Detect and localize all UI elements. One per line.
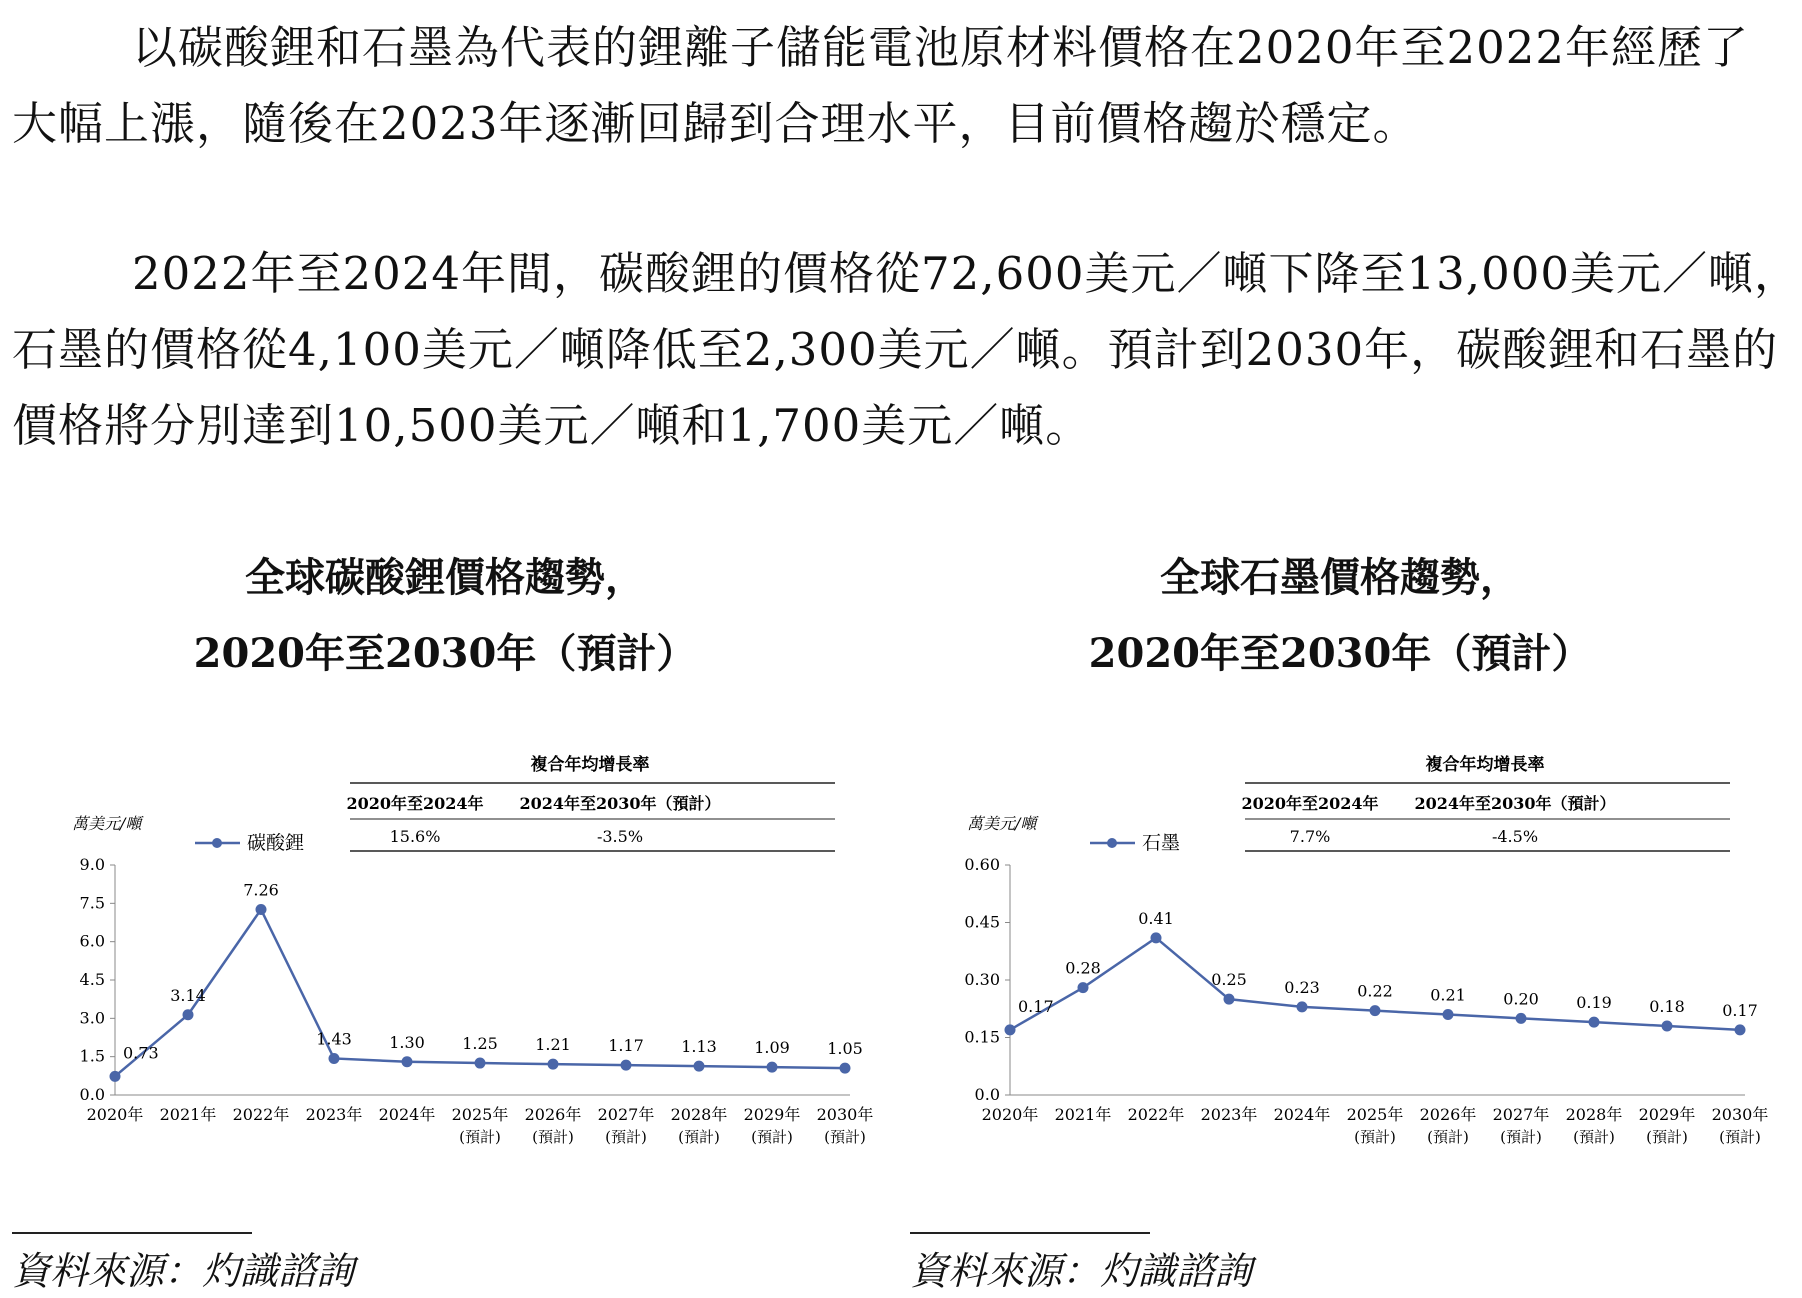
data-label: 0.73 xyxy=(123,1043,159,1063)
x-tick-sublabel: (預計) xyxy=(459,1128,501,1146)
data-label: 1.30 xyxy=(389,1032,425,1052)
x-tick-label: 2023年 xyxy=(1200,1105,1258,1124)
x-tick-sublabel: (預計) xyxy=(824,1128,866,1146)
price-paragraph xyxy=(12,236,1800,464)
x-tick-label: 2020年 xyxy=(86,1105,144,1124)
x-tick-label: 2025年 xyxy=(451,1105,509,1124)
data-point xyxy=(475,1058,486,1069)
data-point xyxy=(110,1071,121,1082)
data-point xyxy=(1151,932,1162,943)
y-axis-unit-label: 萬美元/噸 xyxy=(72,814,142,833)
graphite-source-note: 資料來源：灼識諮詢 xyxy=(910,1249,1253,1293)
data-point xyxy=(694,1061,705,1072)
x-tick-sublabel: (預計) xyxy=(532,1128,574,1146)
paragraph-line: 石墨的價格從4,100美元／噸降低至2,300美元／噸。預計到2030年，碳酸鋰和石墨的 xyxy=(12,323,1779,376)
graphite-price-chart xyxy=(955,745,1769,1155)
data-point xyxy=(840,1063,851,1074)
source-divider xyxy=(910,1232,1150,1234)
lithium-chart-title xyxy=(60,540,830,692)
x-tick-label: 2023年 xyxy=(305,1105,363,1124)
cagr-table-header: 複合年均增長率 xyxy=(1425,755,1545,775)
x-tick-label: 2024年 xyxy=(378,1105,436,1124)
x-tick-label: 2028年 xyxy=(670,1105,728,1124)
data-point xyxy=(1297,1001,1308,1012)
paragraph-line: 2022年至2024年間，碳酸鋰的價格從72,600美元／噸下降至13,000美元／噸， xyxy=(132,247,1800,300)
chart-title-line: 全球石墨價格趨勢， xyxy=(1160,554,1520,601)
legend-marker xyxy=(212,838,222,848)
x-tick-label: 2022年 xyxy=(1127,1105,1185,1124)
x-tick-label: 2024年 xyxy=(1273,1105,1331,1124)
data-point xyxy=(1443,1009,1454,1020)
x-tick-sublabel: (預計) xyxy=(605,1128,647,1146)
cagr-column-header: 2024年至2030年（預計） xyxy=(1414,794,1616,813)
data-label: 0.23 xyxy=(1284,977,1320,997)
x-tick-sublabel: (預計) xyxy=(1573,1128,1615,1146)
data-point xyxy=(1370,1005,1381,1016)
data-label: 7.26 xyxy=(243,880,279,900)
x-tick-sublabel: (預計) xyxy=(678,1128,720,1146)
x-tick-sublabel: (預計) xyxy=(1719,1128,1761,1146)
y-tick-label: 1.5 xyxy=(79,1046,105,1066)
data-label: 1.05 xyxy=(827,1039,863,1059)
data-point xyxy=(256,904,267,915)
y-tick-label: 0.30 xyxy=(964,970,1000,989)
y-axis-unit-label: 萬美元/噸 xyxy=(967,814,1037,833)
data-point xyxy=(1005,1024,1016,1035)
paragraph-line: 大幅上漲，隨後在2023年逐漸回歸到合理水平，目前價格趨於穩定。 xyxy=(12,97,1419,150)
data-point xyxy=(402,1056,413,1067)
chart-title-line: 2020年至2030年（預計） xyxy=(1088,630,1592,677)
data-label: 0.22 xyxy=(1357,981,1393,1001)
chart-title-line: 2020年至2030年（預計） xyxy=(193,630,697,677)
cagr-value: 7.7% xyxy=(1289,827,1331,846)
data-point xyxy=(1078,982,1089,993)
x-tick-sublabel: (預計) xyxy=(1354,1128,1396,1146)
paragraph-line: 價格將分別達到10,500美元／噸和1,700美元／噸。 xyxy=(12,399,1092,452)
data-label: 0.28 xyxy=(1065,958,1101,978)
source-divider xyxy=(12,1232,252,1234)
lithium-source-note: 資料來源：灼識諮詢 xyxy=(12,1249,355,1293)
data-label: 1.21 xyxy=(535,1035,571,1055)
data-label: 0.17 xyxy=(1722,1000,1758,1020)
x-tick-label: 2022年 xyxy=(232,1105,290,1124)
lithium-price-chart xyxy=(60,745,874,1155)
chart-title-line: 全球碳酸鋰價格趨勢， xyxy=(245,554,645,601)
x-tick-sublabel: (預計) xyxy=(751,1128,793,1146)
data-label: 0.25 xyxy=(1211,970,1247,990)
data-point xyxy=(621,1060,632,1071)
data-label: 0.17 xyxy=(1018,996,1054,1016)
x-tick-label: 2028年 xyxy=(1565,1105,1623,1124)
x-tick-sublabel: (預計) xyxy=(1427,1128,1469,1146)
x-tick-sublabel: (預計) xyxy=(1500,1128,1542,1146)
x-tick-sublabel: (預計) xyxy=(1646,1128,1688,1146)
data-point xyxy=(183,1009,194,1020)
legend-marker xyxy=(1107,838,1117,848)
x-tick-label: 2027年 xyxy=(1492,1105,1550,1124)
graphite-chart-title xyxy=(955,540,1725,692)
data-label: 3.14 xyxy=(170,985,206,1005)
data-label: 1.13 xyxy=(681,1037,717,1057)
cagr-value: -3.5% xyxy=(596,827,644,846)
x-tick-label: 2029年 xyxy=(743,1105,801,1124)
x-tick-label: 2021年 xyxy=(1054,1105,1112,1124)
cagr-column-header: 2020年至2024年 xyxy=(1241,794,1379,813)
y-tick-label: 0.45 xyxy=(964,912,1000,932)
data-point xyxy=(1735,1024,1746,1035)
data-label: 0.20 xyxy=(1503,989,1539,1009)
y-tick-label: 4.5 xyxy=(79,970,105,989)
y-tick-label: 3.0 xyxy=(79,1008,105,1028)
cagr-table-header: 複合年均增長率 xyxy=(530,755,650,775)
x-tick-label: 2030年 xyxy=(1711,1105,1769,1124)
paragraph-line: 以碳酸鋰和石墨為代表的鋰離子儲能電池原材料價格在2020年至2022年經歷了 xyxy=(132,21,1750,74)
data-point xyxy=(1662,1021,1673,1032)
cagr-value: 15.6% xyxy=(389,827,441,846)
data-label: 0.19 xyxy=(1576,993,1612,1013)
x-tick-label: 2030年 xyxy=(816,1105,874,1124)
data-point xyxy=(329,1053,340,1064)
data-label: 0.21 xyxy=(1430,985,1466,1005)
y-tick-label: 0.0 xyxy=(974,1085,1000,1104)
cagr-value: -4.5% xyxy=(1491,827,1539,846)
data-point xyxy=(767,1062,778,1073)
x-tick-label: 2029年 xyxy=(1638,1105,1696,1124)
x-tick-label: 2026年 xyxy=(524,1105,582,1124)
legend-label: 石墨 xyxy=(1142,832,1181,854)
y-tick-label: 0.15 xyxy=(964,1027,1000,1047)
data-label: 1.09 xyxy=(754,1038,790,1058)
data-point xyxy=(548,1059,559,1070)
x-tick-label: 2027年 xyxy=(597,1105,655,1124)
data-point xyxy=(1589,1017,1600,1028)
cagr-column-header: 2024年至2030年（預計） xyxy=(519,794,721,813)
x-tick-label: 2021年 xyxy=(159,1105,217,1124)
cagr-column-header: 2020年至2024年 xyxy=(346,794,484,813)
y-tick-label: 7.5 xyxy=(79,893,105,913)
legend-label: 碳酸鋰 xyxy=(247,832,305,854)
data-point xyxy=(1516,1013,1527,1024)
x-tick-label: 2026年 xyxy=(1419,1105,1477,1124)
y-tick-label: 9.0 xyxy=(79,855,105,874)
data-label: 1.43 xyxy=(316,1029,352,1049)
intro-paragraph xyxy=(12,10,1792,162)
data-label: 0.18 xyxy=(1649,997,1685,1016)
data-point xyxy=(1224,994,1235,1005)
x-tick-label: 2025年 xyxy=(1346,1105,1404,1124)
y-tick-label: 6.0 xyxy=(79,931,105,951)
data-label: 0.41 xyxy=(1138,908,1174,928)
y-tick-label: 0.0 xyxy=(79,1085,105,1104)
data-label: 1.25 xyxy=(462,1034,498,1054)
x-tick-label: 2020年 xyxy=(981,1105,1039,1124)
data-label: 1.17 xyxy=(608,1036,644,1056)
y-tick-label: 0.60 xyxy=(964,855,1000,874)
